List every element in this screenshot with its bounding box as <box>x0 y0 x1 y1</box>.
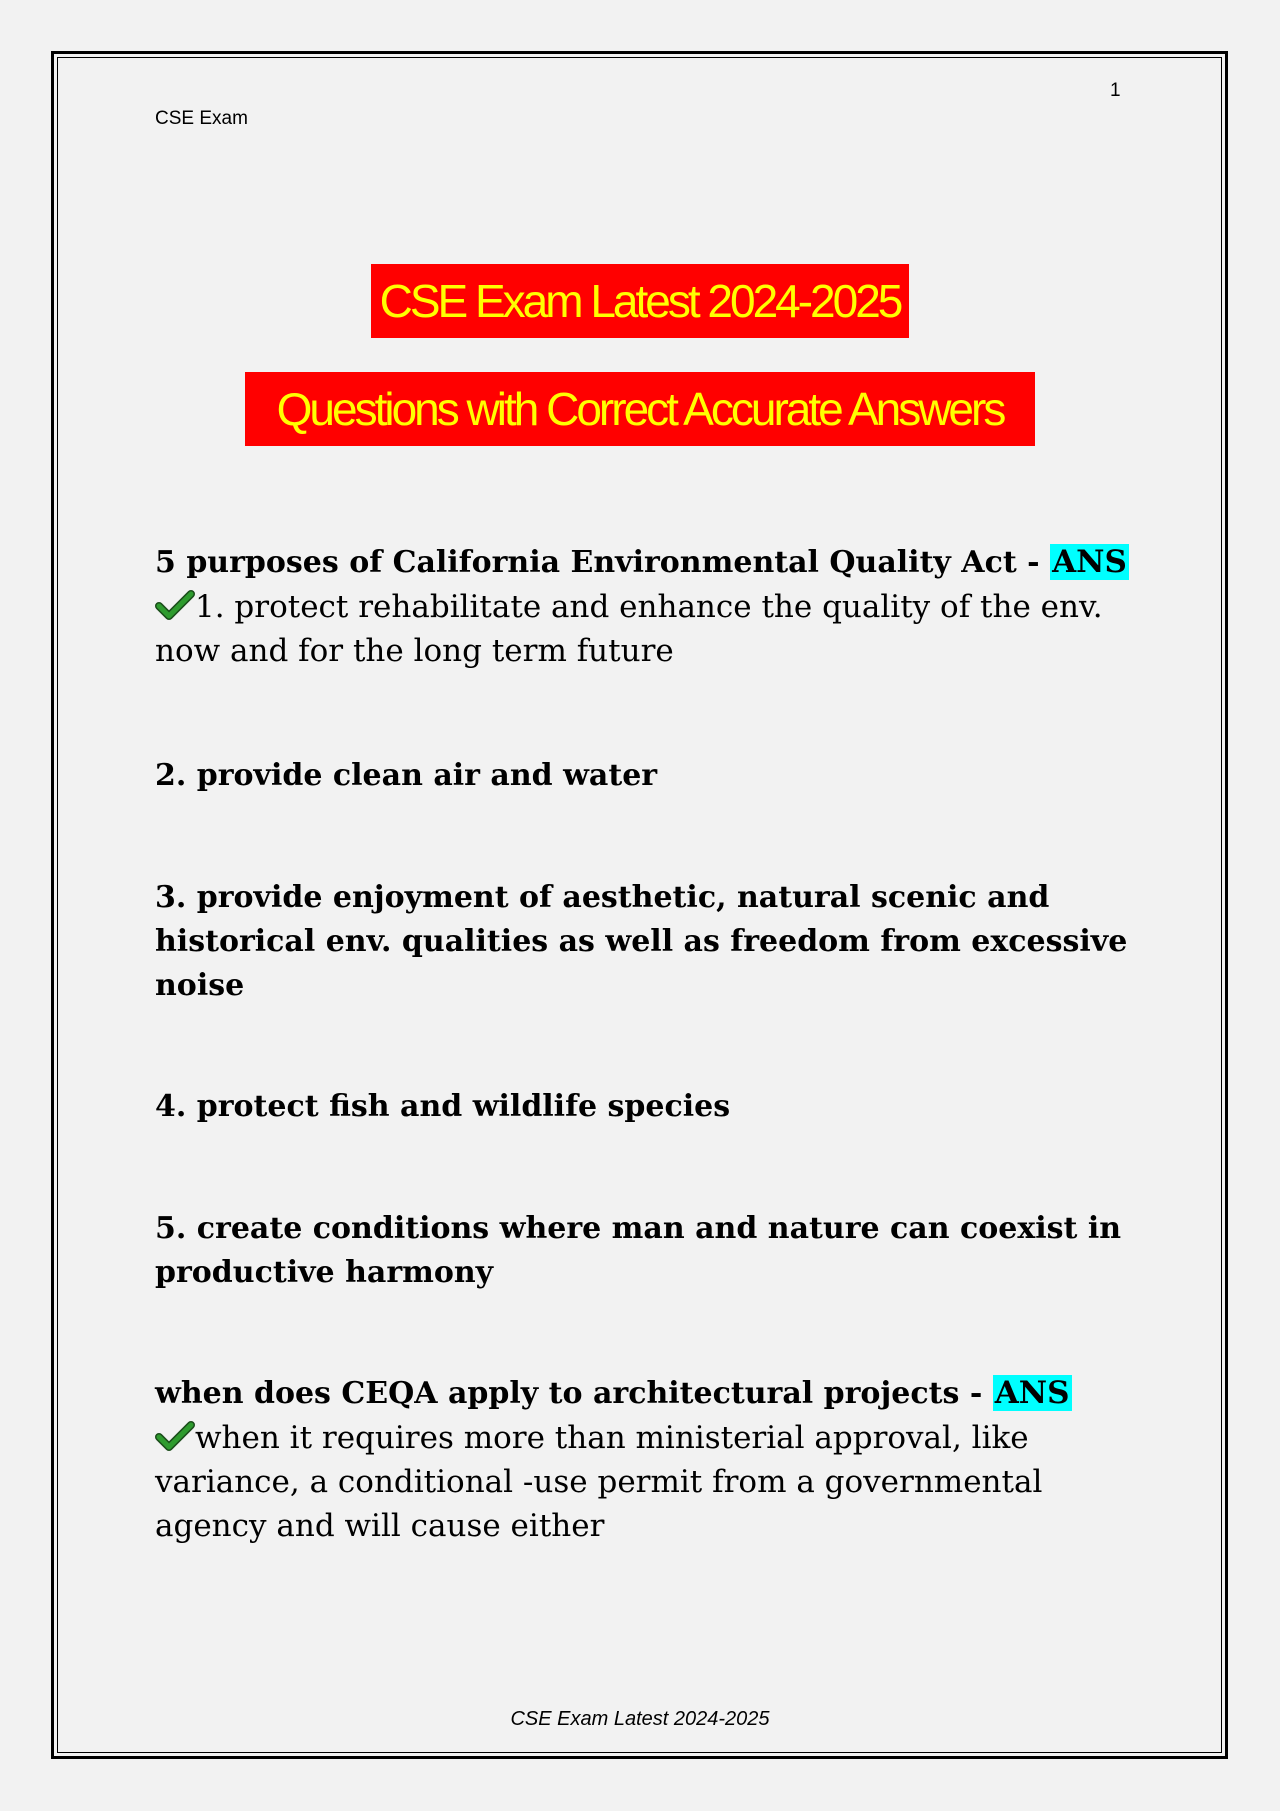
question-text: when does CEQA apply to architectural projects - <box>155 1376 993 1411</box>
title-line-1 <box>0 264 1280 338</box>
checkmark-icon <box>155 1420 195 1452</box>
qa-item-2 <box>155 1371 1135 1548</box>
question-text: 5 purposes of California Environmental Quality Act - <box>155 545 1051 580</box>
qa-item-1 <box>155 540 1135 673</box>
point-2: 2. provide clean air and water <box>155 758 658 793</box>
point-3: 3. provide enjoyment of aesthetic, natural scenic and historical env. qualities as well as freedom from excessive noise <box>155 880 1128 1003</box>
title-text-1: CSE Exam Latest 2024-2025 <box>371 264 909 338</box>
ans-badge: ANS <box>994 1375 1070 1411</box>
ans-badge: ANS <box>1052 544 1127 580</box>
title-text-2: Questions with Correct Accurate Answers <box>245 372 1035 446</box>
checkmark-icon <box>155 589 195 621</box>
running-header: CSE Exam <box>155 108 248 129</box>
page-number: 1 <box>1110 80 1121 101</box>
title-line-2 <box>0 372 1280 446</box>
answer-text: 1. protect rehabilitate and enhance the quality of the env. now and for the long term future <box>155 589 1103 669</box>
answer-text: when it requires more than ministerial approval, like variance, a conditional -use permit from a governmental agency and will cause either <box>155 1420 1043 1544</box>
point-4: 4. protect fish and wildlife species <box>155 1089 731 1124</box>
running-footer: CSE Exam Latest 2024-2025 <box>510 1708 770 1730</box>
point-5: 5. create conditions where man and nature can coexist in productive harmony <box>155 1211 1122 1290</box>
